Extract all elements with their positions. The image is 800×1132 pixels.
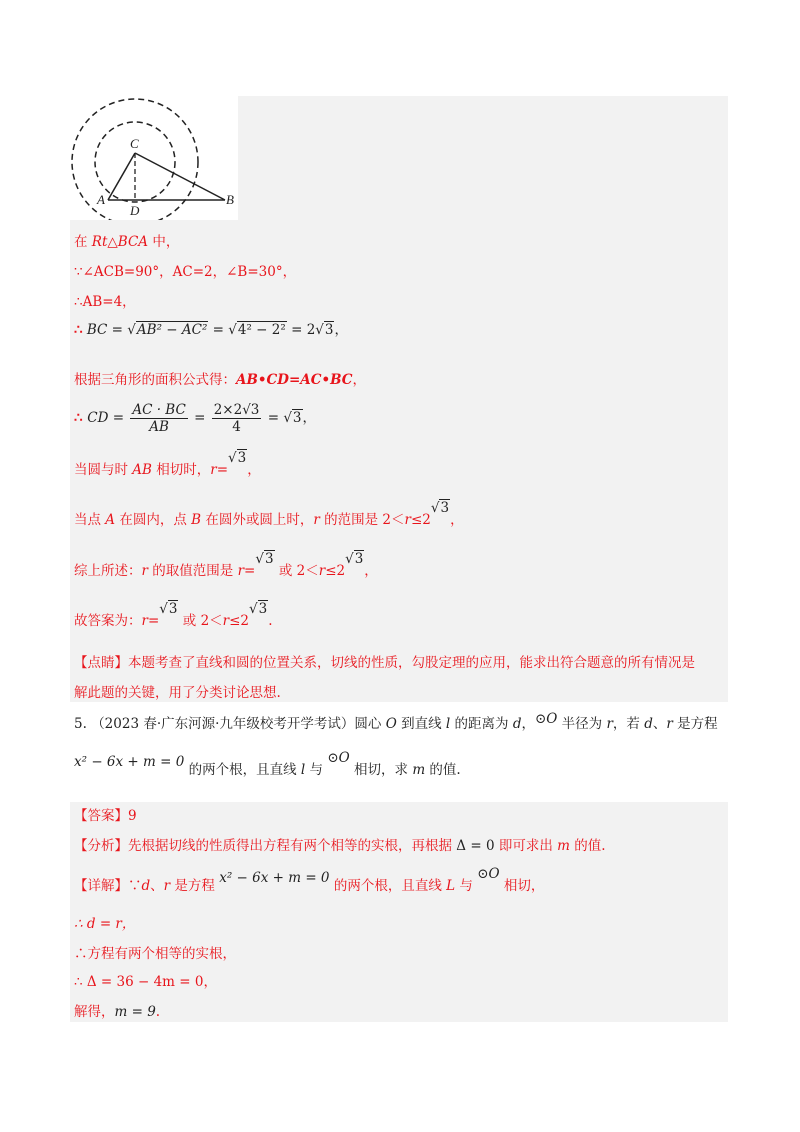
solution-line-7: 当圆与时 AB 相切时，r=√3， (74, 450, 261, 478)
step-line-2: ∴方程有两个相等的实根， (74, 946, 236, 962)
label-c: C (130, 136, 139, 151)
solution-line-8: 当点 A 在圆内，点 B 在圆外或圆上时，r 的范围是 2＜r≤2√3， (74, 500, 464, 528)
step-line-3: ∴ Δ = 36 − 4m = 0， (74, 974, 217, 990)
circle-triangle-figure (70, 96, 238, 220)
comment-line-1: 【点睛】本题考查了直线和圆的位置关系，切线的性质，勾股定理的应用，能求出符合题意的所有情况是 (74, 655, 695, 671)
comment-line-2: 解此题的关键，用了分类讨论思想. (74, 685, 281, 701)
analysis-line: 【分析】先根据切线的性质得出方程有两个相等的实根，再根据 Δ = 0 即可求出 m 的值. (74, 838, 606, 854)
answer-line: 【答案】9 (74, 808, 137, 824)
label-b: B (226, 192, 234, 207)
solution-line-10: 故答案为：r=√3 或 2＜r≤2√3. (74, 601, 273, 629)
solution-line-6: ∴ CD = $\frac{AC \cdot BC}{AB}$ = $\frac{2\times 2√3}{4}$ = √3， (74, 402, 317, 436)
segment-ac (108, 153, 135, 200)
solution-line-1: 在 Rt△BCA 中， (74, 234, 180, 250)
step-line-1: ∴ d = r， (74, 916, 136, 932)
solution-line-4: ∴ BC = √AB² − AC² = √4² − 2² = 2√3， (74, 322, 348, 338)
solution-line-5: 根据三角形的面积公式得：AB•CD=AC•BC， (74, 372, 367, 388)
label-a: A (97, 192, 105, 207)
solution-line-9: 综上所述：r 的取值范围是 r=√3 或 2＜r≤2√3， (74, 551, 378, 579)
step-line-4: 解得，m = 9. (74, 1004, 161, 1020)
problem-5-line-2: x² − 6x + m = 0 的两个根，且直线 l 与 ⊙O 相切，求 m 的值. (74, 750, 461, 778)
segment-cb (135, 153, 225, 200)
geometry-diagram (70, 96, 238, 220)
label-d: D (130, 203, 140, 218)
solution-line-3: ∴AB=4， (74, 294, 136, 310)
solution-line-2: ∵∠ACB=90°，AC=2，∠B=30°， (74, 264, 297, 280)
detail-line: 【详解】∵d、r 是方程 x² − 6x + m = 0 的两个根，且直线 L 与 ⊙O 相切， (74, 866, 545, 894)
problem-5-line-1: 5. （2023 春·广东河源·九年级校考开学考试）圆心 O 到直线 l 的距离为 d，⊙O 半径为 r，若 d、r 是方程 (74, 711, 718, 732)
